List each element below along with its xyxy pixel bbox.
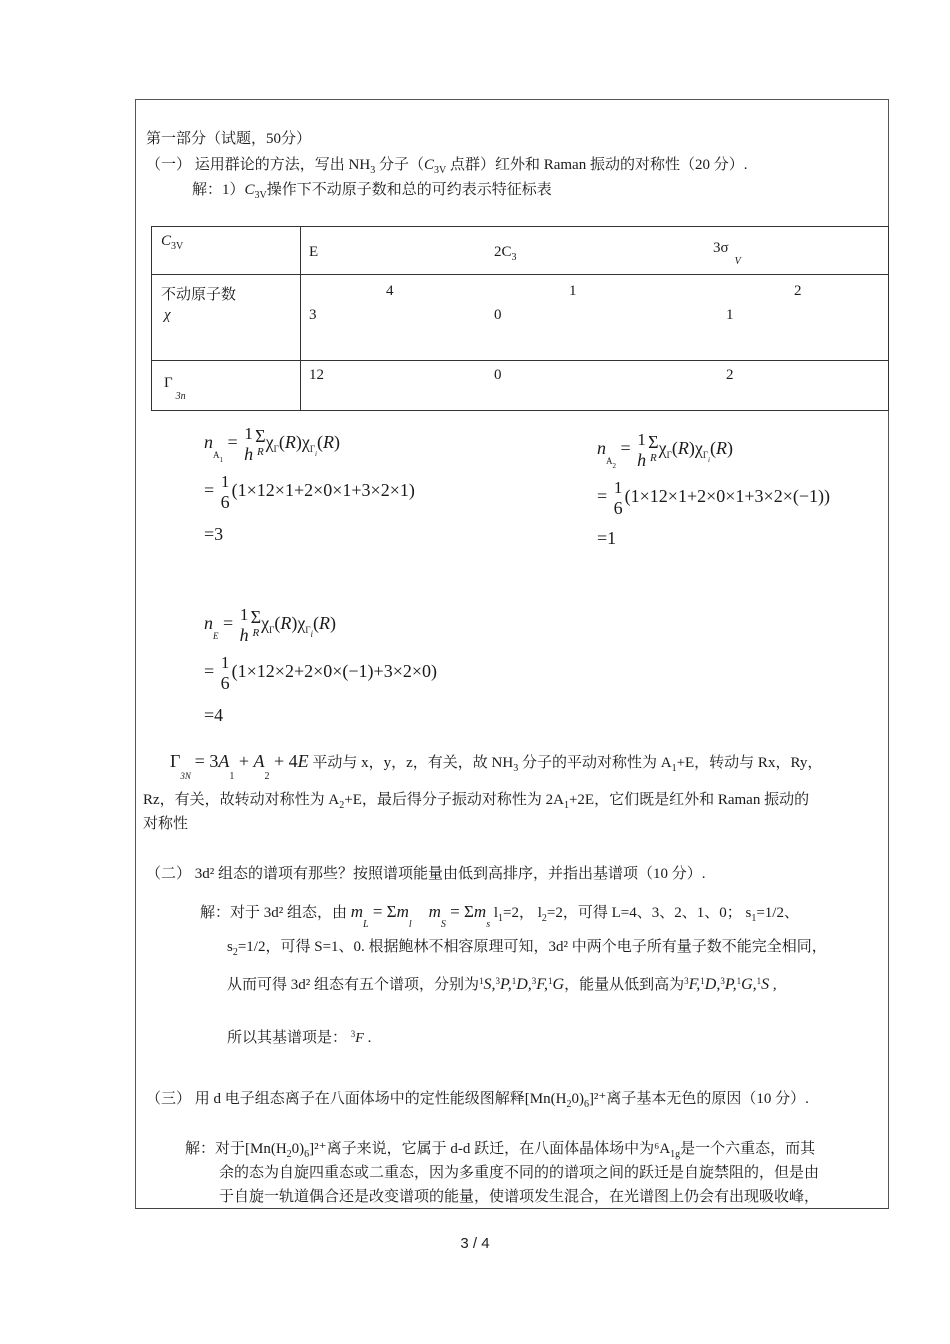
q1-solution-intro	[192, 181, 552, 199]
q2-text: 3d² 组态的谱项有那些？按照谱项能量由低到高排序，并指出基谱项（10 分）.	[194, 866, 706, 882]
subscript: V	[734, 256, 741, 267]
cell-value: 0	[494, 307, 502, 323]
formula-lhs: n	[204, 432, 213, 453]
cell-value: 12	[309, 367, 324, 383]
header-col-text: 2C	[494, 244, 512, 260]
q3-solution-line3: 于自旋一轨道偶合还是改变谱项的能量，使谱项发生混合，在光谱图上仍会有出现吸收峰，	[219, 1189, 820, 1205]
header-col-3sigma	[713, 240, 741, 267]
cell-value: 2	[726, 367, 734, 383]
point-group: C	[244, 182, 255, 198]
cell-value: 2	[794, 283, 802, 299]
conclusion-text: Rz，有关，故转动对称性为 A	[143, 792, 340, 808]
subscript: 1	[563, 800, 569, 811]
subscript: 3V	[254, 190, 267, 201]
table-row	[152, 275, 889, 361]
table-header-row	[152, 227, 889, 275]
fraction: 1 6	[220, 653, 230, 693]
q2-solution-line3: 从而可得 3d² 组态有五个谱项，分别为$^1$S,$^3$P,$^1$D,$^3$F,$^1$G，能量从低到高为$^3$F,$^1$D,$^3$P,$^1$G,$^1$S ,	[227, 976, 777, 993]
subscript: 6	[583, 1099, 589, 1110]
solution-text: 0)	[291, 1141, 305, 1157]
question-1-heading	[146, 156, 747, 174]
conclusion-text: 平动与 x，y，z，有关，故 NH	[308, 755, 514, 771]
solution-text: 操作下不动原子数和总的可约表示特征标表	[266, 182, 552, 198]
q1-text: 运用群论的方法，写出 NH	[194, 157, 371, 173]
cell-value: 0	[494, 367, 502, 383]
term-symbol: ⁶A	[654, 1141, 671, 1157]
ground-term: $^3$F	[350, 1029, 364, 1046]
part-title	[146, 130, 311, 148]
solution-text: 解：对于[Mn(H	[185, 1141, 287, 1157]
solution-text: 解：对于 3d² 组态，由	[200, 905, 347, 921]
solution-text: =1/2，可得 S=1、0. 根据鲍林不相容原理可知，3d² 中两个电子所有量子数不能完全相同，	[237, 939, 827, 955]
solution-text: 是一个六重态，而其	[680, 1141, 816, 1157]
solution-text: 从而可得 3d² 组态有五个谱项，分别为	[227, 977, 479, 993]
q1-conclusion-line2	[143, 791, 809, 809]
subscript: 1	[751, 913, 757, 924]
header-col-text: 3σ	[713, 240, 729, 256]
table-cell	[152, 227, 301, 275]
conclusion-text: +E，最后得分子振动对称性为 2A	[344, 792, 564, 808]
gamma-symbol: Γ	[170, 751, 181, 771]
subscript: A1	[213, 450, 223, 465]
solution-text: l	[493, 905, 499, 921]
cell-value: 3	[309, 307, 317, 323]
q1-conclusion-line3: 对称性	[143, 816, 189, 832]
subscript: 6	[304, 1149, 310, 1160]
cell-value: 1	[569, 283, 577, 299]
q1-text: 分子（	[375, 157, 424, 173]
q3-solution-line2: 余的态为自旋四重态或二重态，因为多重度不同的的谱项之间的跃迁是自旋禁阻的，但是由	[219, 1165, 820, 1181]
table-row	[152, 361, 889, 411]
header-label	[161, 233, 183, 250]
row-label	[164, 375, 186, 402]
header-col-e: E	[309, 244, 319, 260]
q3-text: ]²⁺离子基本无色的原因（10 分）.	[588, 1091, 809, 1107]
formula-lhs: n	[597, 438, 606, 459]
point-group: C	[423, 157, 434, 173]
ml-equation: $m_L = \Sigma m_l$ $m_S = \Sigma m_s$	[350, 902, 491, 930]
header-col-2c3	[494, 244, 517, 261]
conclusion-text: +2E，它们既是红外和 Raman 振动的	[568, 792, 810, 808]
subscript: 2	[339, 800, 345, 811]
formula-expansion: (1×12×1+2×0×1+3×2×1)	[231, 480, 415, 501]
solution-text: =1/2、	[756, 905, 799, 921]
subscript: 3V	[171, 241, 184, 252]
formula-expansion: (1×12×1+2×0×1+3×2×(−1))	[624, 486, 830, 507]
subscript: 2	[232, 947, 238, 958]
q2-solution-line2	[227, 938, 827, 956]
subscript: 2	[541, 913, 547, 924]
fraction: 1 h	[244, 424, 254, 464]
solution-text: =2， l	[503, 905, 542, 921]
part-title-text: 第一部分（试题，50分）	[146, 131, 312, 147]
table-cell	[301, 361, 889, 411]
q3-solution-line1	[185, 1140, 815, 1158]
fraction: 1 6	[613, 478, 623, 518]
subscript: 1	[498, 913, 504, 924]
formula-result: =4	[204, 705, 224, 725]
subscript: 3	[511, 252, 517, 263]
question-number: （三）	[146, 1091, 192, 1107]
solution-text: 所以其基谱项是：	[227, 1030, 348, 1046]
solution-text: s	[227, 939, 233, 955]
fraction: 1 6	[220, 472, 230, 512]
table-cell	[152, 275, 301, 361]
page-number: 3 / 4	[460, 1235, 490, 1252]
solution-text: ，能量从低到高为	[564, 977, 685, 993]
subscript: 1g	[670, 1149, 681, 1160]
table-cell	[301, 275, 889, 361]
gamma-symbol: Γ	[164, 375, 173, 391]
solution-text: ]²⁺离子来说，它属于 d-d 跃迁，在八面体晶体场中为	[309, 1141, 655, 1157]
subscript: 3	[370, 165, 376, 176]
question-3-heading	[146, 1090, 809, 1108]
formula-lhs: n	[204, 613, 213, 634]
header-label-text: C	[161, 233, 172, 249]
sum-symbol: Σ R	[648, 432, 659, 464]
term-list-ordered: $^3$F,$^1$D,$^3$P,$^1$G,$^1$S	[684, 976, 770, 993]
q1-conclusion-line1	[170, 751, 823, 782]
subscript: 3N	[180, 771, 191, 781]
fraction: 1 h	[637, 430, 647, 470]
subscript: 3	[513, 763, 519, 774]
solution-label: 解：1）	[192, 182, 245, 198]
table-cell	[152, 361, 301, 411]
question-number: （一）	[146, 157, 192, 173]
table-cell	[301, 227, 889, 275]
subscript: A2	[606, 456, 616, 471]
question-2-heading	[146, 865, 706, 883]
subscript: 1	[671, 763, 677, 774]
subscript: 2	[566, 1099, 572, 1110]
q2-solution-line4: 所以其基谱项是： $^3$F .	[227, 1029, 372, 1046]
solution-text: =2，可得 L=4、3、2、1、0； s	[546, 905, 752, 921]
term-list-all: $^1$S,$^3$P,$^1$D,$^3$F,$^1$G	[479, 976, 565, 993]
sum-symbol: Σ R	[255, 426, 266, 458]
character-table	[151, 226, 889, 411]
q2-solution-line1	[200, 902, 799, 930]
formula-result: =1	[597, 528, 617, 548]
subscript: 2	[286, 1149, 292, 1160]
conclusion-text: +E，转动与 Rx，Ry，	[676, 755, 823, 771]
question-number: （二）	[146, 866, 192, 882]
formula-result: =3	[204, 524, 224, 544]
subscript: 3n	[175, 391, 186, 402]
cell-value: 4	[386, 283, 394, 299]
q3-text: 用 d 电子组态离子在八面体场中的定性能级图解释[Mn(H	[194, 1091, 567, 1107]
q1-text: 点群）红外和 Raman 振动的对称性（20 分）.	[446, 157, 748, 173]
conclusion-text: 分子的平动对称性为 A	[518, 755, 672, 771]
q3-text: 0)	[571, 1091, 584, 1107]
row-label: 不动原子数	[161, 287, 237, 303]
row-label: χ	[164, 307, 171, 323]
fraction: 1 h	[239, 605, 249, 645]
subscript: E	[213, 631, 219, 642]
subscript: 3V	[433, 165, 447, 176]
gamma-equation: = $3A_1 + A_2 + 4E$	[194, 751, 309, 782]
sum-symbol: Σ R	[250, 607, 262, 639]
formula-expansion: (1×12×2+2×0×(−1)+3×2×0)	[231, 661, 437, 682]
cell-value: 1	[726, 307, 734, 323]
